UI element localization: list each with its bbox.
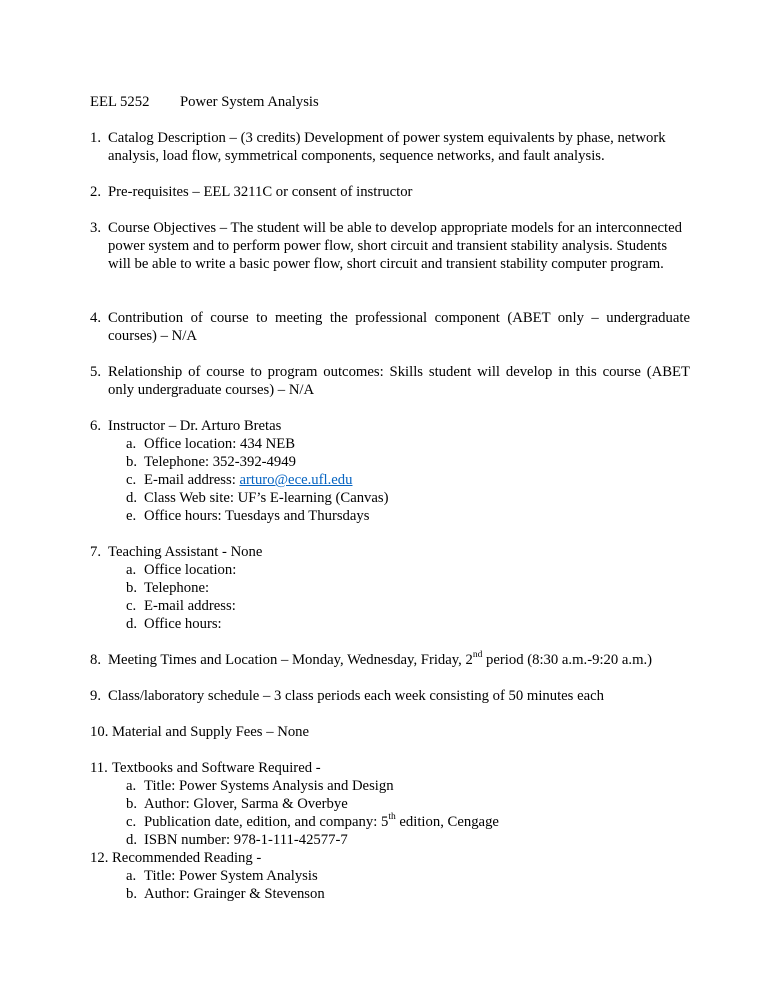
item-text: Course Objectives – The student will be able to develop appropriate models for an interconnected power system and to perform power flow, short circuit and transient stability analysis. Students will be able to write a basic power flow, short circuit and transient stability computer program. <box>108 220 682 272</box>
course-code: EEL 5252 <box>90 94 150 110</box>
sub-item <box>126 813 690 831</box>
sub-text <box>144 471 352 489</box>
sub-letter: b. <box>126 580 138 596</box>
sub-text: Office hours: <box>144 616 222 632</box>
item-number: 7. <box>90 544 102 560</box>
item-text: Class/laboratory schedule – 3 class periods each week consisting of 50 minutes each <box>108 688 604 704</box>
list-item-professional-component <box>90 309 690 345</box>
item-number: 5. <box>90 364 102 380</box>
sub-letter: b. <box>126 796 138 812</box>
sub-text: Office location: 434 NEB <box>144 436 296 452</box>
list-item-teaching-assistant <box>90 543 690 633</box>
list-item-recommended-reading <box>90 849 690 903</box>
sub-letter: d. <box>126 490 138 506</box>
item-number: 6. <box>90 418 102 434</box>
ordinal-suffix: th <box>388 812 396 823</box>
email-label: E-mail address: <box>144 472 240 488</box>
instructor-email-link[interactable]: arturo@ece.ufl.edu <box>239 472 353 488</box>
list-item-meeting-times <box>90 651 690 669</box>
sub-letter: e. <box>126 508 137 524</box>
sub-item <box>126 885 690 903</box>
item-text: Contribution of course to meeting the professional component (ABET only – undergraduate courses) – N/A <box>108 310 690 344</box>
sub-item <box>126 831 690 849</box>
ordinal-suffix: nd <box>472 650 483 661</box>
item-number: 4. <box>90 310 102 326</box>
item-text: Instructor – Dr. Arturo Bretas <box>108 418 282 434</box>
sub-text: Telephone: 352-392-4949 <box>144 454 296 470</box>
sub-text: ISBN number: 978-1-111-42577-7 <box>144 832 348 848</box>
sub-text: Author: Grainger & Stevenson <box>144 886 325 902</box>
item-number: 10. <box>90 724 109 740</box>
sub-letter: a. <box>126 868 137 884</box>
sub-letter: d. <box>126 616 138 632</box>
item-text: Textbooks and Software Required - <box>112 760 321 776</box>
sub-text: Office hours: Tuesdays and Thursdays <box>144 508 370 524</box>
sub-text: Title: Power System Analysis <box>144 868 318 884</box>
list-item-prerequisites <box>90 183 690 201</box>
list-item-instructor <box>90 417 690 525</box>
publication-text-after: edition, Cengage <box>395 814 499 830</box>
meeting-text-after: period (8:30 a.m.-9:20 a.m.) <box>482 652 653 668</box>
sub-item <box>126 867 690 885</box>
item-text: Catalog Description – (3 credits) Development of power system equivalents by phase, network analysis, load flow, symmetrical components, sequence networks, and fault analysis. <box>108 130 666 164</box>
list-item-catalog-description <box>90 129 690 165</box>
sub-item <box>126 489 690 507</box>
sub-letter: d. <box>126 832 138 848</box>
item-number: 3. <box>90 220 102 236</box>
meeting-text-before: Meeting Times and Location – Monday, Wednesday, Friday, 2 <box>108 652 473 668</box>
item-text <box>108 651 690 669</box>
sub-letter: a. <box>126 562 137 578</box>
sub-item <box>126 561 690 579</box>
sub-item <box>126 579 690 597</box>
sub-letter: c. <box>126 598 137 614</box>
item-number: 2. <box>90 184 102 200</box>
sub-text: Author: Glover, Sarma & Overbye <box>144 796 348 812</box>
sub-item <box>126 507 690 525</box>
course-header <box>90 93 319 111</box>
item-number: 1. <box>90 130 102 146</box>
sub-letter: c. <box>126 472 137 488</box>
sub-letter: a. <box>126 778 137 794</box>
item-text: Relationship of course to program outcomes: Skills student will develop in this course (ABET only undergraduate courses) – N/A <box>108 364 690 398</box>
course-title: Power System Analysis <box>180 94 319 110</box>
sub-item <box>126 777 690 795</box>
sub-item <box>126 795 690 813</box>
item-number: 11. <box>90 760 108 776</box>
list-item-textbooks <box>90 759 690 849</box>
sub-text: E-mail address: <box>144 598 236 614</box>
sub-item <box>126 453 690 471</box>
sub-item <box>126 597 690 615</box>
sub-text: Office location: <box>144 562 237 578</box>
sub-letter: a. <box>126 436 137 452</box>
sub-item <box>126 471 690 489</box>
sub-item <box>126 615 690 633</box>
sub-letter: c. <box>126 814 137 830</box>
list-item-course-objectives <box>90 219 690 273</box>
item-text: Recommended Reading - <box>112 850 262 866</box>
item-number: 12. <box>90 850 109 866</box>
item-number: 8. <box>90 652 102 668</box>
list-item-program-outcomes <box>90 363 690 399</box>
sub-letter: b. <box>126 886 138 902</box>
item-text: Teaching Assistant - None <box>108 544 263 560</box>
sub-letter: b. <box>126 454 138 470</box>
sub-text <box>144 813 499 831</box>
list-item-class-schedule <box>90 687 690 705</box>
item-text: Material and Supply Fees – None <box>112 724 310 740</box>
sub-text: Class Web site: UF’s E-learning (Canvas) <box>144 490 389 506</box>
sub-item <box>126 435 690 453</box>
item-number: 9. <box>90 688 102 704</box>
item-text: Pre-requisites – EEL 3211C or consent of instructor <box>108 184 413 200</box>
sub-text: Telephone: <box>144 580 210 596</box>
sub-text: Title: Power Systems Analysis and Design <box>144 778 394 794</box>
publication-text-before: Publication date, edition, and company: 5 <box>144 814 389 830</box>
list-item-material-fees <box>90 723 690 741</box>
